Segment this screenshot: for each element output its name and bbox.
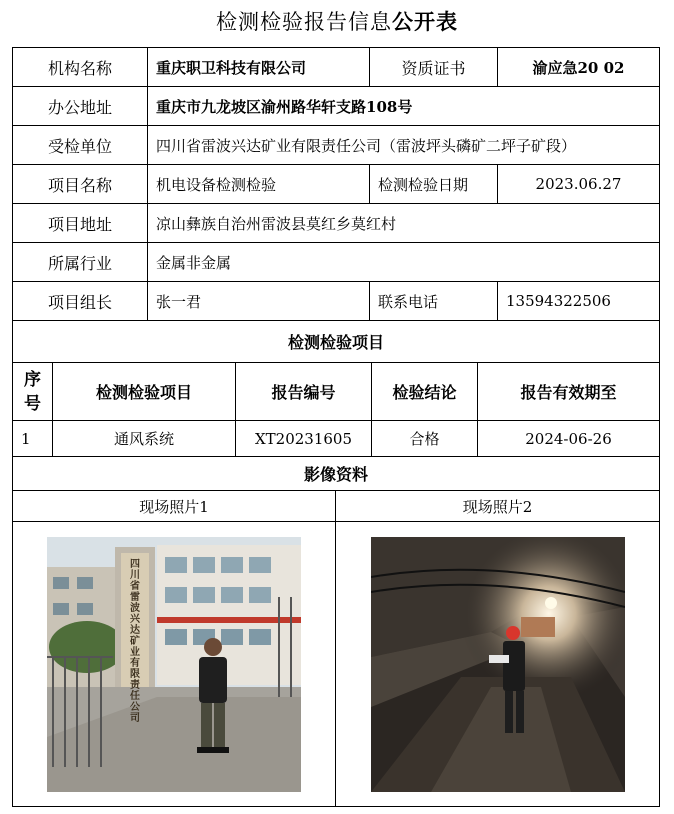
- result-header: 检验结论: [372, 363, 478, 420]
- page-title: 检测检验报告信息公开表: [216, 9, 458, 34]
- proj-label: 项目名称: [13, 165, 148, 203]
- client-row: [13, 126, 659, 165]
- proj-value: 机电设备检测检验: [148, 165, 370, 203]
- site-value: 凉山彝族自治州雷波县莫红乡莫红村: [156, 214, 397, 233]
- report-table: [12, 47, 660, 807]
- org-row: [13, 48, 659, 87]
- site-row: [13, 204, 659, 243]
- cert-label: 资质证书: [370, 48, 498, 86]
- leader-row: [13, 282, 659, 321]
- photo2-cell: [336, 522, 659, 806]
- photo-label-row: [13, 491, 659, 522]
- item-header: 检测检验项目: [53, 363, 236, 420]
- cert-value: 渝应急20 02: [532, 58, 625, 77]
- photo1-cell: [13, 522, 336, 806]
- leader-label: 项目组长: [13, 282, 148, 320]
- phone-value: 13594322506: [506, 292, 611, 310]
- seq-cell: 1: [13, 421, 53, 456]
- date-label: 检测检验日期: [370, 165, 498, 203]
- photo1-scene: [47, 537, 301, 792]
- phone-label: 联系电话: [370, 282, 498, 320]
- item-cell: 通风系统: [53, 421, 236, 456]
- report-cell: XT20231605: [236, 421, 372, 456]
- valid-header: 报告有效期至: [520, 383, 617, 402]
- org-value: 重庆职卫科技有限公司: [148, 48, 370, 86]
- industry-label: 所属行业: [13, 243, 148, 281]
- valid-cell: 2024-06-26: [525, 429, 612, 448]
- photo2-image: [371, 537, 625, 792]
- addr-row: [13, 87, 659, 126]
- images-section-row: [13, 457, 659, 491]
- client-value: 四川省雷波兴达矿业有限责任公司（雷波坪头磷矿二坪子矿段）: [156, 136, 577, 155]
- org-label: 机构名称: [13, 48, 148, 86]
- client-label: 受检单位: [13, 126, 148, 164]
- proj-row: [13, 165, 659, 204]
- photo-row: [13, 522, 659, 806]
- date-value: 2023.06.27: [535, 175, 622, 193]
- photo2-label: 现场照片2: [462, 497, 533, 516]
- seq-header: 序号: [13, 363, 53, 420]
- photo2-scene: [371, 537, 625, 792]
- items-section-row: [13, 321, 659, 363]
- addr-value: 重庆市九龙坡区渝州路华轩支路108号: [156, 97, 413, 116]
- result-cell: 合格: [372, 421, 478, 456]
- photo1-image: [47, 537, 301, 792]
- photo1-label: 现场照片1: [13, 491, 336, 521]
- site-label: 项目地址: [13, 204, 148, 242]
- items-section-title: 检测检验项目: [287, 333, 384, 352]
- addr-label: 办公地址: [13, 87, 148, 125]
- sign-text: 四川省雷波兴达矿业有限责任公司: [130, 558, 140, 724]
- leader-value: 张一君: [148, 282, 370, 320]
- table-row: [13, 421, 659, 457]
- industry-row: [13, 243, 659, 282]
- items-header-row: [13, 363, 659, 421]
- report-header: 报告编号: [236, 363, 372, 420]
- industry-value: 金属非金属: [156, 253, 232, 272]
- images-section-title: 影像资料: [303, 465, 368, 484]
